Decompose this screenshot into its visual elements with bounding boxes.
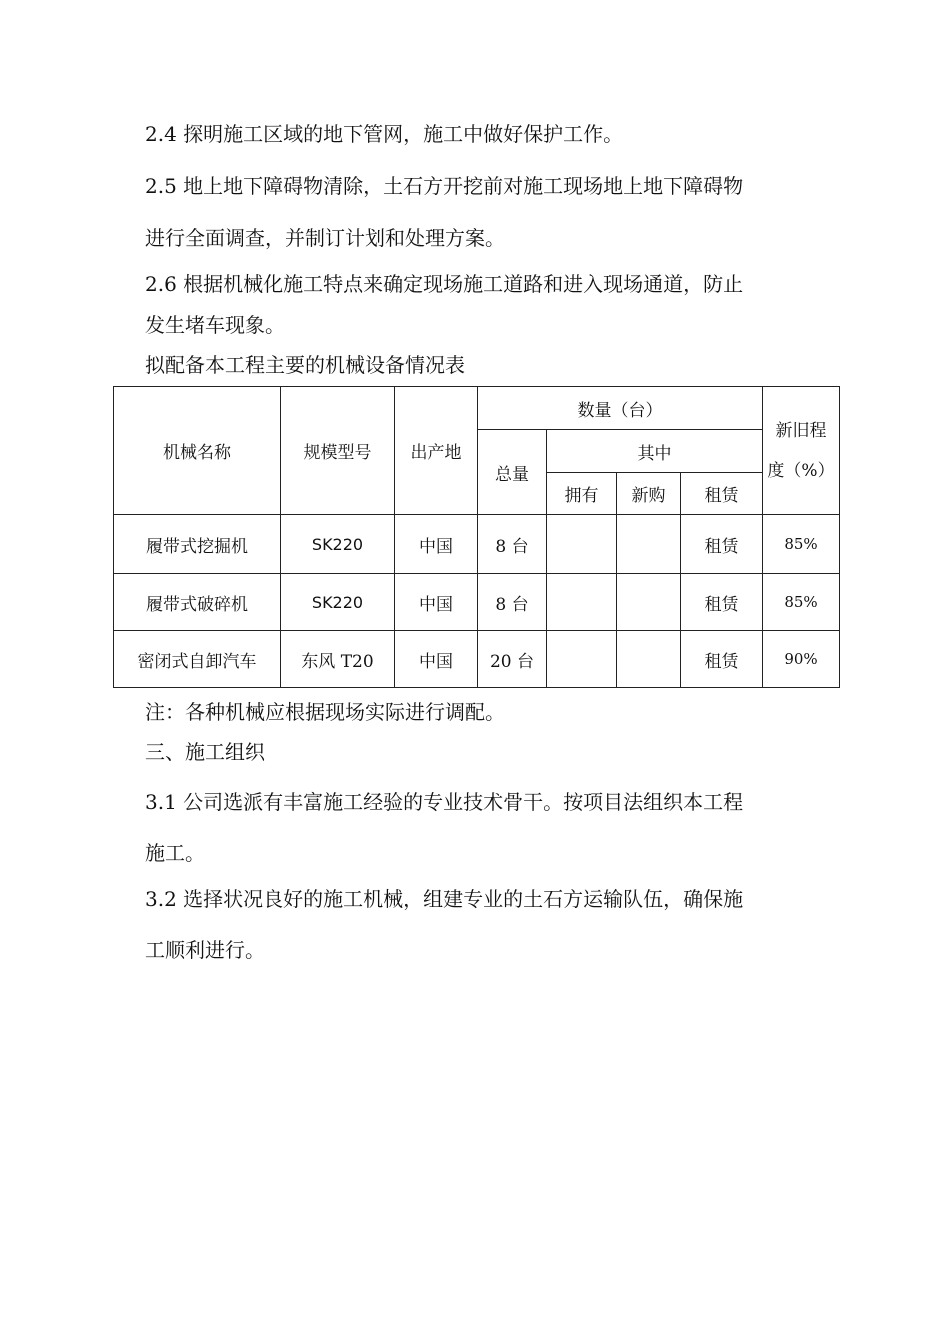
cell-name: 密闭式自卸汽车	[114, 631, 281, 688]
cell-condition: 90%	[763, 631, 840, 688]
cell-owned	[547, 631, 617, 688]
cell-new-purchase	[617, 574, 681, 631]
cell-new-purchase	[617, 515, 681, 574]
equipment-table	[113, 386, 840, 688]
cell-origin: 中国	[395, 574, 478, 631]
cell-total: 20 台	[478, 631, 547, 688]
table-title: 拟配备本工程主要的机械设备情况表	[145, 353, 465, 377]
header-of-which: 其中	[547, 430, 763, 473]
cell-total: 8 台	[478, 574, 547, 631]
cell-owned	[547, 515, 617, 574]
cell-condition: 85%	[763, 574, 840, 631]
table-row	[114, 515, 840, 574]
cell-condition: 85%	[763, 515, 840, 574]
paragraph-2-4: 2.4 探明施工区域的地下管网，施工中做好保护工作。	[145, 122, 624, 146]
cell-rented: 租赁	[681, 631, 763, 688]
cell-model: 东风 T20	[281, 631, 395, 688]
table-row	[114, 631, 840, 688]
section-heading-3: 三、施工组织	[145, 740, 265, 764]
cell-rented: 租赁	[681, 515, 763, 574]
header-condition-line2: 度（%）	[767, 460, 835, 481]
cell-origin: 中国	[395, 631, 478, 688]
cell-name: 履带式破碎机	[114, 574, 281, 631]
cell-model: SK220	[281, 574, 395, 631]
header-condition-line1: 新旧程	[775, 420, 827, 441]
header-new-purchase: 新购	[617, 473, 681, 515]
cell-total: 8 台	[478, 515, 547, 574]
header-rented: 租赁	[681, 473, 763, 515]
paragraph-3-1-line2: 施工。	[145, 841, 205, 865]
cell-origin: 中国	[395, 515, 478, 574]
paragraph-2-5-line2: 进行全面调查，并制订计划和处理方案。	[145, 226, 505, 250]
paragraph-3-2-line1: 3.2 选择状况良好的施工机械，组建专业的土石方运输队伍，确保施	[145, 887, 744, 911]
header-condition	[763, 387, 840, 515]
table-row	[114, 574, 840, 631]
header-name: 机械名称	[114, 387, 281, 515]
paragraph-2-6-line2: 发生堵车现象。	[145, 313, 285, 337]
cell-rented: 租赁	[681, 574, 763, 631]
cell-owned	[547, 574, 617, 631]
paragraph-2-5-line1: 2.5 地上地下障碍物清除，土石方开挖前对施工现场地上地下障碍物	[145, 174, 744, 198]
header-total: 总量	[478, 430, 547, 515]
header-model: 规模型号	[281, 387, 395, 515]
cell-name: 履带式挖掘机	[114, 515, 281, 574]
table-note: 注：各种机械应根据现场实际进行调配。	[145, 700, 505, 724]
paragraph-3-1-line1: 3.1 公司选派有丰富施工经验的专业技术骨干。按项目法组织本工程	[145, 790, 744, 814]
header-owned: 拥有	[547, 473, 617, 515]
paragraph-3-2-line2: 工顺利进行。	[145, 938, 265, 962]
cell-model: SK220	[281, 515, 395, 574]
cell-new-purchase	[617, 631, 681, 688]
paragraph-2-6-line1: 2.6 根据机械化施工特点来确定现场施工道路和进入现场通道，防止	[145, 272, 744, 296]
header-quantity: 数量（台）	[478, 387, 763, 430]
header-origin: 出产地	[395, 387, 478, 515]
